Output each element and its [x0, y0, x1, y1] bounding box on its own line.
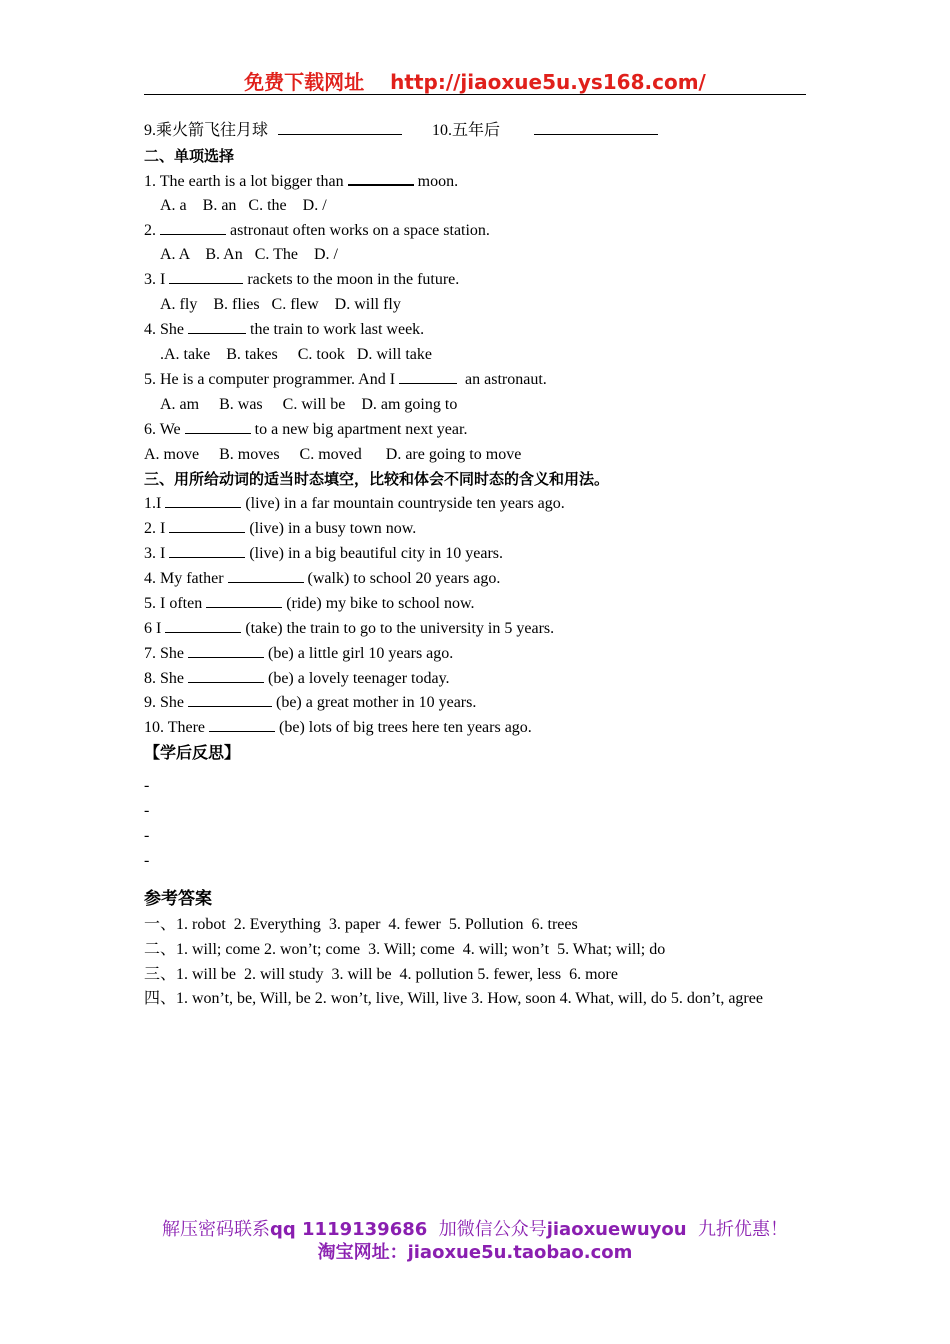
worksheet-body	[144, 119, 824, 1012]
footer-contact	[0, 1218, 950, 1242]
s3-item	[144, 492, 824, 517]
footer-wechat-label: 加微信公众号	[438, 1219, 547, 1240]
q5-blank[interactable]	[399, 368, 457, 384]
s3-item-prefix: 6 I	[144, 619, 166, 637]
s3-item	[144, 567, 824, 592]
top-row	[144, 119, 824, 144]
footer-qq: qq 1119139686	[269, 1219, 428, 1240]
section3-title: 三、用所给动词的适当时态填空，比较和体会不同时态的含义和用法。	[144, 470, 610, 489]
q3-options: A. fly B. flies C. flew D. will fly	[160, 296, 401, 314]
header-label: 免费下载网址	[244, 70, 365, 94]
q1-suffix: moon.	[413, 172, 459, 190]
q5-prefix: 5. He is a computer programmer. And I	[144, 370, 400, 388]
q5-stem	[144, 368, 824, 393]
s3-item-suffix: (live) in a far mountain countryside ten years ago.	[241, 495, 565, 513]
s3-item-blank[interactable]	[188, 691, 272, 707]
s3-item-suffix: (ride) my bike to school now.	[282, 594, 475, 612]
s3-item-blank[interactable]	[188, 642, 264, 658]
s3-item-suffix: (take) the train to go to the university in 5 years.	[241, 619, 555, 637]
s3-item	[144, 542, 824, 567]
s3-item	[144, 642, 824, 667]
reflection-line: -	[144, 777, 150, 795]
s3-item	[144, 592, 824, 617]
s3-item-suffix: (live) in a big beautiful city in 10 years.	[245, 545, 504, 563]
q3-stem	[144, 268, 824, 293]
s3-item	[144, 617, 824, 642]
q3-blank[interactable]	[169, 268, 243, 284]
answer-line: 一、1. robot 2. Everything 3. paper 4. fewer 5. Pollution 6. trees	[144, 915, 578, 933]
q2-blank[interactable]	[160, 219, 226, 235]
item10-label: 10.五年后	[432, 122, 501, 139]
s3-item-prefix: 3. I	[144, 545, 170, 563]
q3-suffix: rackets to the moon in the future.	[243, 271, 460, 289]
footer-wechat-id: jiaoxuewuyou	[546, 1219, 687, 1240]
s3-item-blank[interactable]	[165, 617, 241, 633]
s3-item-prefix: 7. She	[144, 644, 188, 662]
q6-options: A. move B. moves C. moved D. are going to move	[144, 445, 522, 463]
item10-blank[interactable]	[534, 119, 658, 135]
q4-prefix: 4. She	[144, 321, 188, 339]
s3-item-suffix: (live) in a busy town now.	[245, 520, 417, 538]
footer-contact-label: 解压密码联系	[161, 1219, 270, 1240]
s3-item-blank[interactable]	[209, 716, 275, 732]
q3-prefix: 3. I	[144, 271, 170, 289]
q4-stem	[144, 318, 824, 343]
s3-item-prefix: 9. She	[144, 694, 188, 712]
s3-item-suffix: (be) lots of big trees here ten years ago.	[275, 719, 532, 737]
s3-item-prefix: 2. I	[144, 520, 170, 538]
footer-taobao	[0, 1241, 950, 1265]
q4-blank[interactable]	[188, 318, 246, 334]
s3-item-blank[interactable]	[169, 517, 245, 533]
q1-blank[interactable]	[348, 169, 414, 186]
s3-item-suffix: (be) a little girl 10 years ago.	[264, 644, 454, 662]
q2-options: A. A B. An C. The D. /	[160, 246, 338, 264]
item9-label: 9.乘火箭飞往月球	[144, 122, 269, 139]
header-banner	[0, 66, 950, 95]
s3-item-suffix: (be) a great mother in 10 years.	[272, 694, 477, 712]
s3-item	[144, 691, 824, 716]
footer-taobao-link[interactable]: jiaoxue5u.taobao.com	[407, 1242, 633, 1263]
s3-item	[144, 517, 824, 542]
answer-line: 三、1. will be 2. will study 3. will be 4. pollution 5. fewer, less 6. more	[144, 965, 618, 983]
q2-suffix: astronaut often works on a space station.	[226, 221, 490, 239]
s3-item-blank[interactable]	[188, 667, 264, 683]
s3-item-blank[interactable]	[165, 492, 241, 508]
q2-prefix: 2.	[144, 221, 160, 239]
q1-stem	[144, 169, 824, 194]
q6-prefix: 6. We	[144, 420, 185, 438]
s3-item-blank[interactable]	[206, 592, 282, 608]
q4-suffix: the train to work last week.	[246, 321, 425, 339]
reflection-title: 【学后反思】	[144, 743, 241, 763]
q1-options: A. a B. an C. the D. /	[160, 196, 327, 214]
answer-line: 四、1. won’t, be, Will, be 2. won’t, live, Will, live 3. How, soon 4. What, will, do 5. don’t, agree	[144, 990, 763, 1008]
s3-item	[144, 716, 824, 741]
item9-blank[interactable]	[278, 119, 402, 135]
s3-item-prefix: 5. I often	[144, 594, 207, 612]
s3-item-prefix: 1.I	[144, 495, 166, 513]
q1-prefix: 1. The earth is a lot bigger than	[144, 172, 348, 190]
reflection-line: -	[144, 826, 150, 844]
footer-taobao-label: 淘宝网址：	[317, 1242, 408, 1263]
s3-item-suffix: (be) a lovely teenager today.	[264, 669, 450, 687]
header-url-link[interactable]: http://jiaoxue5u.ys168.com/	[390, 70, 706, 94]
q2-stem	[144, 219, 824, 244]
s3-item-suffix: (walk) to school 20 years ago.	[303, 570, 501, 588]
s3-item-blank[interactable]	[169, 542, 245, 558]
s3-item-prefix: 4. My father	[144, 570, 228, 588]
footer-discount: 九折优惠！	[698, 1219, 789, 1240]
q5-options: A. am B. was C. will be D. am going to	[160, 395, 458, 413]
header-rule	[144, 94, 806, 95]
q4-options: .A. take B. takes C. took D. will take	[160, 346, 432, 364]
reflection-line: -	[144, 851, 150, 869]
s3-item-prefix: 8. She	[144, 669, 188, 687]
q5-suffix: an astronaut.	[457, 370, 547, 388]
s3-item-blank[interactable]	[228, 567, 304, 583]
s3-item-prefix: 10. There	[144, 719, 210, 737]
q6-stem	[144, 418, 824, 443]
q6-suffix: to a new big apartment next year.	[250, 420, 468, 438]
answers-title: 参考答案	[144, 888, 212, 909]
section2-title: 二、单项选择	[144, 146, 235, 165]
q6-blank[interactable]	[185, 418, 251, 434]
s3-item	[144, 667, 824, 692]
answer-line: 二、1. will; come 2. won’t; come 3. Will; come 4. will; won’t 5. What; will; do	[144, 940, 666, 958]
reflection-line: -	[144, 802, 150, 820]
